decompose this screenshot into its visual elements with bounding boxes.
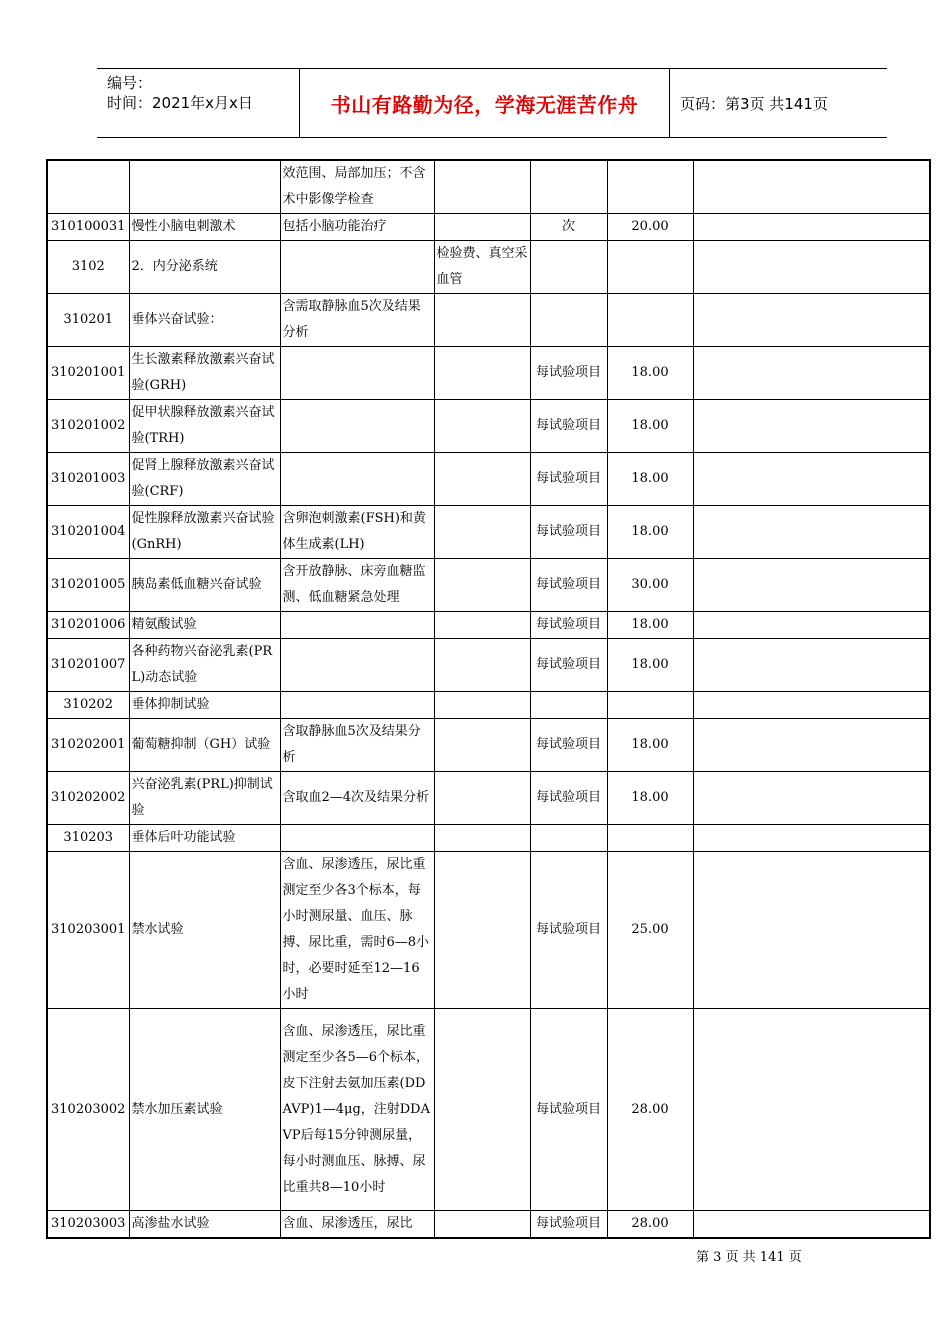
row-note	[693, 294, 930, 347]
table-row	[47, 506, 930, 559]
row-code: 310201007	[47, 639, 129, 692]
row-price: 18.00	[607, 453, 693, 506]
table-row	[47, 214, 930, 241]
row-price: 18.00	[607, 719, 693, 772]
page-footer: 第 3 页 共 141 页	[696, 1250, 802, 1265]
row-price: 30.00	[607, 559, 693, 612]
row-excluded-items	[434, 639, 530, 692]
row-note	[693, 241, 930, 294]
row-price: 18.00	[607, 612, 693, 639]
row-code: 310201002	[47, 400, 129, 453]
row-unit: 每试验项目	[530, 453, 607, 506]
table-row	[47, 559, 930, 612]
row-note	[693, 214, 930, 241]
row-note	[693, 1211, 930, 1239]
row-note	[693, 852, 930, 1009]
row-item-content	[280, 639, 434, 692]
table-row	[47, 241, 930, 294]
page-header	[97, 68, 887, 138]
row-note	[693, 160, 930, 214]
row-excluded-items	[434, 825, 530, 852]
row-item-content	[280, 347, 434, 400]
row-code: 310203002	[47, 1009, 129, 1211]
row-unit	[530, 825, 607, 852]
row-excluded-items	[434, 214, 530, 241]
row-excluded-items	[434, 294, 530, 347]
row-note	[693, 506, 930, 559]
row-item-name: 垂体抑制试验	[129, 692, 280, 719]
price-table	[46, 159, 931, 1239]
row-item-content: 包括小脑功能治疗	[280, 214, 434, 241]
row-excluded-items	[434, 719, 530, 772]
table-row	[47, 719, 930, 772]
row-code: 310201003	[47, 453, 129, 506]
table-row	[47, 612, 930, 639]
table-row	[47, 347, 930, 400]
row-price: 25.00	[607, 852, 693, 1009]
row-unit: 每试验项目	[530, 772, 607, 825]
row-note	[693, 639, 930, 692]
row-price	[607, 294, 693, 347]
row-item-name: 慢性小脑电刺激术	[129, 214, 280, 241]
header-page-label: 页码：第3页 共141页	[680, 94, 828, 113]
row-excluded-items	[434, 160, 530, 214]
row-item-name: 促甲状腺释放激素兴奋试验(TRH)	[129, 400, 280, 453]
row-excluded-items	[434, 400, 530, 453]
table-row	[47, 400, 930, 453]
row-excluded-items	[434, 506, 530, 559]
row-code: 310202001	[47, 719, 129, 772]
row-price	[607, 160, 693, 214]
row-item-name: 禁水试验	[129, 852, 280, 1009]
row-code: 310201	[47, 294, 129, 347]
row-code	[47, 160, 129, 214]
table-row	[47, 639, 930, 692]
row-code: 310201005	[47, 559, 129, 612]
row-item-content: 含开放静脉、床旁血糖监测、低血糖紧急处理	[280, 559, 434, 612]
row-item-name: 垂体后叶功能试验	[129, 825, 280, 852]
row-excluded-items	[434, 1211, 530, 1239]
row-excluded-items: 检验费、真空采血管	[434, 241, 530, 294]
row-note	[693, 692, 930, 719]
row-item-content	[280, 825, 434, 852]
row-code: 310201004	[47, 506, 129, 559]
row-note	[693, 400, 930, 453]
row-item-name: 促肾上腺释放激素兴奋试验(CRF)	[129, 453, 280, 506]
row-unit: 每试验项目	[530, 506, 607, 559]
row-unit: 每试验项目	[530, 400, 607, 453]
row-note	[693, 719, 930, 772]
row-price: 18.00	[607, 772, 693, 825]
row-item-content	[280, 241, 434, 294]
row-excluded-items	[434, 852, 530, 1009]
row-item-name: 垂体兴奋试验：	[129, 294, 280, 347]
table-row	[47, 294, 930, 347]
row-item-name: 精氨酸试验	[129, 612, 280, 639]
row-price: 28.00	[607, 1009, 693, 1211]
row-unit	[530, 241, 607, 294]
row-note	[693, 453, 930, 506]
row-code: 310203	[47, 825, 129, 852]
row-item-content: 含取静脉血5次及结果分析	[280, 719, 434, 772]
row-unit: 每试验项目	[530, 559, 607, 612]
row-excluded-items	[434, 612, 530, 639]
row-code: 310202	[47, 692, 129, 719]
row-excluded-items	[434, 772, 530, 825]
row-code: 310100031	[47, 214, 129, 241]
row-unit: 每试验项目	[530, 1211, 607, 1239]
row-item-content: 含卵泡刺激素(FSH)和黄体生成素(LH)	[280, 506, 434, 559]
row-price	[607, 825, 693, 852]
row-item-content: 效范围、局部加压；不含术中影像学检查	[280, 160, 434, 214]
row-item-name: 高渗盐水试验	[129, 1211, 280, 1239]
row-item-content	[280, 692, 434, 719]
row-unit: 每试验项目	[530, 719, 607, 772]
header-slogan: 书山有路勤为径，学海无涯苦作舟	[330, 92, 639, 117]
row-code: 310202002	[47, 772, 129, 825]
table-row	[47, 453, 930, 506]
row-unit: 每试验项目	[530, 612, 607, 639]
table-row	[47, 772, 930, 825]
row-unit	[530, 160, 607, 214]
row-item-content	[280, 400, 434, 453]
row-code: 310201006	[47, 612, 129, 639]
row-item-content: 含血、尿渗透压，尿比重测定至少各3个标本，每小时测尿量、血压、脉搏、尿比重，需时6—8小时，必要时延至12—16小时	[280, 852, 434, 1009]
row-price: 18.00	[607, 400, 693, 453]
row-unit: 每试验项目	[530, 1009, 607, 1211]
table-row	[47, 1009, 930, 1211]
row-price: 28.00	[607, 1211, 693, 1239]
row-unit: 次	[530, 214, 607, 241]
row-code: 310201001	[47, 347, 129, 400]
row-item-name: 禁水加压素试验	[129, 1009, 280, 1211]
row-item-content: 含需取静脉血5次及结果分析	[280, 294, 434, 347]
row-price	[607, 241, 693, 294]
row-code: 3102	[47, 241, 129, 294]
header-divider	[669, 69, 670, 137]
header-left	[107, 73, 297, 113]
row-item-name: 兴奋泌乳素(PRL)抑制试验	[129, 772, 280, 825]
row-unit: 每试验项目	[530, 639, 607, 692]
table-row	[47, 160, 930, 214]
row-unit: 每试验项目	[530, 347, 607, 400]
row-price: 18.00	[607, 347, 693, 400]
document-time-label: 时间：2021年x月x日	[107, 94, 253, 112]
row-note	[693, 612, 930, 639]
row-note	[693, 347, 930, 400]
table-row	[47, 825, 930, 852]
document-number-label: 编号：	[107, 74, 153, 92]
row-excluded-items	[434, 347, 530, 400]
row-item-content: 含取血2—4次及结果分析	[280, 772, 434, 825]
row-item-name: 生长激素释放激素兴奋试验(GRH)	[129, 347, 280, 400]
row-excluded-items	[434, 1009, 530, 1211]
row-item-name: 葡萄糖抑制（GH）试验	[129, 719, 280, 772]
row-item-content	[280, 453, 434, 506]
row-unit	[530, 294, 607, 347]
row-note	[693, 825, 930, 852]
row-item-name: 促性腺释放激素兴奋试验(GnRH)	[129, 506, 280, 559]
row-excluded-items	[434, 453, 530, 506]
row-unit: 每试验项目	[530, 852, 607, 1009]
row-note	[693, 1009, 930, 1211]
row-item-name: 2．内分泌系统	[129, 241, 280, 294]
row-price: 18.00	[607, 506, 693, 559]
row-price: 18.00	[607, 639, 693, 692]
row-excluded-items	[434, 692, 530, 719]
row-item-name: 胰岛素低血糖兴奋试验	[129, 559, 280, 612]
table-row	[47, 692, 930, 719]
row-note	[693, 772, 930, 825]
row-price: 20.00	[607, 214, 693, 241]
table-row	[47, 1211, 930, 1239]
row-code: 310203001	[47, 852, 129, 1009]
row-note	[693, 559, 930, 612]
row-excluded-items	[434, 559, 530, 612]
row-item-name: 各种药物兴奋泌乳素(PRL)动态试验	[129, 639, 280, 692]
row-price	[607, 692, 693, 719]
table-body	[47, 160, 930, 1238]
row-item-name	[129, 160, 280, 214]
row-item-content: 含血、尿渗透压，尿比重测定至少各5—6个标本，皮下注射去氨加压素(DDAVP)1—4μg，注射DDAVP后每15分钟测尿量，每小时测血压、脉搏、尿比重共8—10小时	[280, 1009, 434, 1211]
row-item-content: 含血、尿渗透压，尿比	[280, 1211, 434, 1239]
row-unit	[530, 692, 607, 719]
table-row	[47, 852, 930, 1009]
row-code: 310203003	[47, 1211, 129, 1239]
row-item-content	[280, 612, 434, 639]
